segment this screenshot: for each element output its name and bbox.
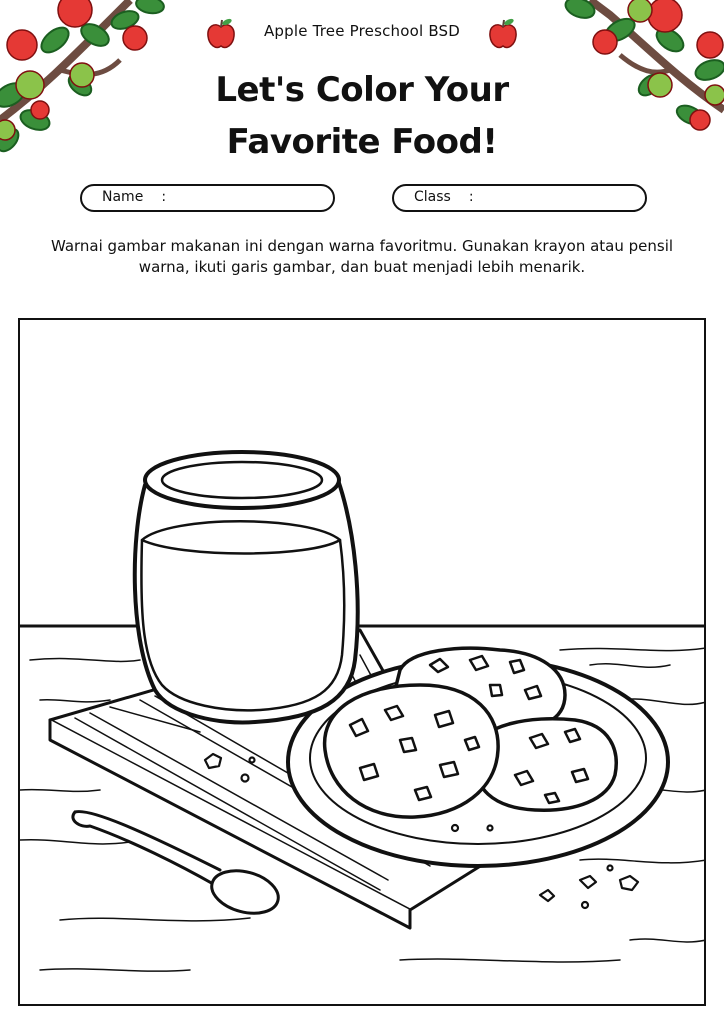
cookie-front (325, 685, 499, 817)
milk-glass (135, 452, 358, 723)
class-field[interactable] (392, 184, 647, 212)
instructions-text: Warnai gambar makanan ini dengan warna favoritmu. Gunakan krayon atau pensil warna, ikuti garis gambar, dan buat menjadi lebih menarik. (50, 237, 674, 276)
name-separator: : (161, 189, 167, 205)
coloring-picture-frame (18, 318, 706, 1006)
coloring-illustration (20, 320, 706, 1006)
name-label: Name (102, 189, 144, 205)
page-title (0, 64, 724, 168)
class-separator: : (468, 189, 474, 205)
apple-icon-right (488, 18, 518, 50)
class-label: Class (414, 189, 451, 205)
page-title-line2: Favorite Food! (226, 122, 498, 162)
name-field[interactable] (80, 184, 335, 212)
page-title-line1: Let's Color Your (215, 70, 509, 110)
school-name: Apple Tree Preschool BSD (263, 22, 461, 40)
